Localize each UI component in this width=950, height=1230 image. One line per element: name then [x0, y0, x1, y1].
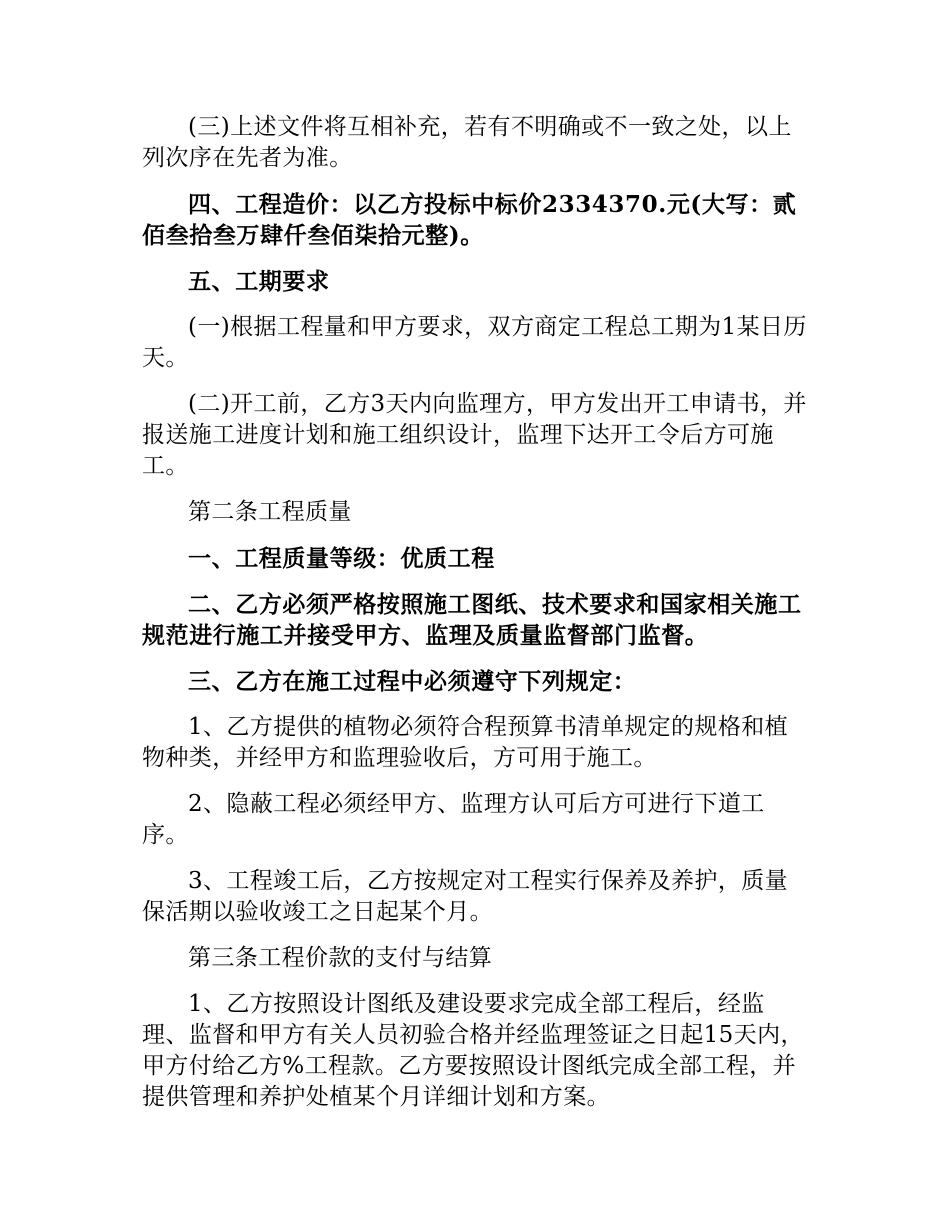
rule-concealed-works: 2、隐蔽工程必须经甲方、监理方认可后方可进行下道工序。	[142, 791, 765, 848]
rule-plant-specs: 1、乙方提供的植物必须符合程预算书清单规定的规格和植物种类，并经甲方和监理验收后，方可用于施工。	[142, 714, 789, 771]
clause-quality-grade: 一、工程质量等级：优质工程	[188, 545, 495, 572]
clause-payment: 1、乙方按照设计图纸及建设要求完成全部工程后，经监理、监督和甲方有关人员初验合格并经监理签证之日起15天内，甲方付给乙方%工程款。乙方要按照设计图纸完成全部工程，并提供管理和养护处植某个月详细计划和方案。	[142, 991, 804, 1110]
article-2-heading: 第二条工程质量	[188, 499, 352, 525]
clause-construction-rules: 三、乙方在施工过程中必须遵守下列规定：	[188, 668, 637, 695]
clause-total-duration: (一)根据工程量和甲方要求，双方商定工程总工期为1某日历天。	[142, 314, 807, 371]
rule-maintenance-period: 3、工程竣工后，乙方按规定对工程实行保养及养护，质量保活期以验收竣工之日起某个月。	[142, 868, 789, 925]
clause-document-order: (三)上述文件将互相补充，若有不明确或不一致之处，以上列次序在先者为准。	[142, 114, 792, 171]
article-3-heading: 第三条工程价款的支付与结算	[188, 945, 493, 971]
clause-construction-standards: 二、乙方必须严格按照施工图纸、技术要求和国家相关施工规范进行施工并接受甲方、监理及质量监督部门监督。	[142, 591, 802, 649]
document-page	[142, 112, 810, 1128]
clause-start-application: (二)开工前，乙方3天内向监理方，甲方发出开工申请书，并报送施工进度计划和施工组织设计，监理下达开工令后方可施工。	[142, 391, 807, 479]
clause-project-price: 四、工程造价：以乙方投标中标价2334370.元(大写：贰佰叁拾叁万肆仟叁佰柒拾元整)。	[142, 191, 797, 249]
heading-schedule-requirements: 五、工期要求	[188, 268, 330, 295]
